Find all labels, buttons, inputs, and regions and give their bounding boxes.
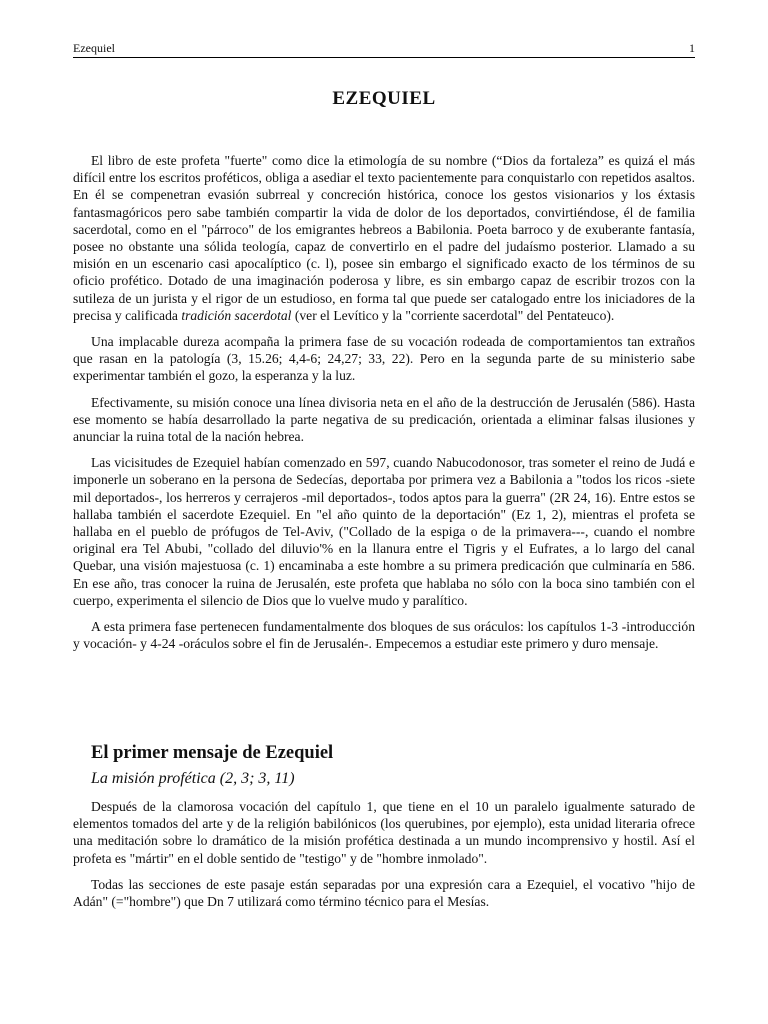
page-number: 1: [689, 41, 695, 55]
intro-paragraph-1: [73, 152, 695, 324]
intro-body: [73, 152, 695, 661]
intro-p1-text-b: (ver el Levítico y la "corriente sacerdotal" del Pentateuco).: [291, 307, 615, 323]
section-body: [73, 798, 695, 919]
intro-paragraph-4: Las vicisitudes de Ezequiel habían comenzado en 597, cuando Nabucodonosor, tras someter el reino de Judá e imponerle un soberano en la persona de Sedecías, deportaba por primera vez a Babilonia a "todos los ricos -siete mil deportados-, los herreros y cerrajeros -mil deportados-, todos aptos para la guerra" (2R 24, 16). Entre estos se hallaba también el sacerdote Ezequiel. En "el año quinto de la deportación" (Ez 1, 2), mientras el profeta se hallaba en el pueblo de prófugos de Tel-Aviv, ("Collado de la espiga o de la primavera---, cuando el nombre original era Tel Abubi, "collado del diluvio'% en la llanura entre el Tigris y el Eufrates, a lo largo del canal Quebar, una visión majestuosa (c. 1) encaminaba a este hombre a su primera predicación que culminaría en 586. En ese año, tras conocer la ruina de Jerusalén, este profeta que hablaba no sólo con la boca sino también con el cuerpo, experimenta el silencio de Dios que lo vuelve mudo y paralítico.: [73, 455, 695, 608]
intro-paragraph-3: Efectivamente, su misión conoce una línea divisoria neta en el año de la destrucción de Jerusalén (586). Hasta ese momento se había desarrollado la parte negativa de su predicación, orientada a eliminar falsas ilusiones y anunciar la ruina total de la nación hebrea.: [73, 394, 695, 445]
section-heading: El primer mensaje de Ezequiel: [91, 743, 334, 763]
running-title: Ezequiel: [73, 41, 115, 55]
subsection-heading: La misión profética (2, 3; 3, 11): [91, 770, 295, 787]
intro-paragraph-2: Una implacable dureza acompaña la primera fase de su vocación rodeada de comportamientos tan extraños que rasan en la patología (3, 15.26; 4,4-6; 24,27; 33, 22). Pero en la segunda parte de su ministerio sabe experimentar también el gozo, la esperanza y la luz.: [73, 334, 695, 384]
intro-paragraph-5: A esta primera fase pertenecen fundamentalmente dos bloques de sus oráculos: los capítulos 1-3 -introducción y vocación- y 4-24 -oráculos sobre el fin de Jerusalén-. Empecemos a estudiar este primero y duro mensaje.: [73, 619, 695, 652]
section-paragraph-1: Después de la clamorosa vocación del capítulo 1, que tiene en el 10 un paralelo igualmente saturado de elementos tomados del arte y de la religión babilónicos (los querubines, por ejemplo), esta unidad literaria ofrece una meditación sobre lo dramático de la misión profética destinada a un mundo incomprensivo y hostil. Así el profeta es "mártir" en el doble sentido de "testigo" y de "hombre inmolado".: [73, 799, 695, 866]
document-title: EZEQUIEL: [332, 88, 436, 109]
intro-p1-text-a: El libro de este profeta "fuerte" como dice la etimología de su nombre (“Dios da fortaleza” es quizá el más difícil entre los escritos proféticos, obliga a asediar el texto pacientemente para conquistarlo con repetidos asaltos. En él se compenetran evasión subrreal y concreción histórica, conoce los gestos visionarios y los éxtasis fantasmagóricos pero sabe también compartir la vida de dolor de los deportados, convirtiéndose, él de familia sacerdotal, como en el "párroco" de los emigrantes hebreos a Babilonia. Poeta barroco y de exuberante fantasía, posee no obstante una sólida teología, capaz de convertirlo en el padre del judaísmo posterior. Llamado a su misión en un escenario casi apocalíptico (c. l), posee sin embargo el significado exacto de los términos de su oficio profético. Dotado de una imaginación poderosa y libre, es sin embargo capaz de escribir trozos con la sutileza de un jurista y el rigor de un estudioso, en forma tal que puede ser catalogado entre los iniciadores de la precisa y calificada: [73, 153, 695, 323]
intro-p1-emphasis: tradición sacerdotal: [181, 307, 292, 323]
section-paragraph-2: Todas las secciones de este pasaje están separadas por una expresión cara a Ezequiel, el vocativo "hijo de Adán" (="hombre") que Dn 7 utilizará como término técnico para el Mesías.: [73, 876, 695, 910]
running-header: [73, 41, 695, 58]
